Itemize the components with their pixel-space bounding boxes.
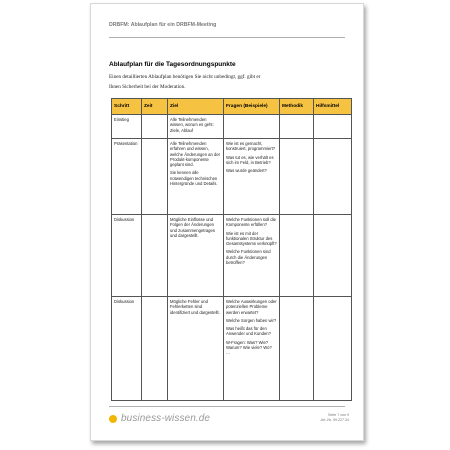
table-row bbox=[112, 297, 352, 401]
cell-zeit bbox=[142, 297, 168, 401]
cell-ziel bbox=[168, 139, 224, 215]
intro-line: Einen detaillierten Ablaufplan benötigen Sie nicht unbedingt, ggf. gibt er bbox=[109, 74, 261, 80]
cell-zeit bbox=[142, 215, 168, 297]
cell-schritt: Präsentation bbox=[112, 139, 142, 215]
cell-schritt: Diskussion bbox=[112, 215, 142, 297]
document-header: DRBFM: Ablaufplan für ein DRBFM-Meeting bbox=[109, 22, 217, 28]
column-header-ziel: Ziel bbox=[168, 99, 224, 115]
cell-hilfsmittel bbox=[314, 115, 352, 139]
cell-methodik bbox=[280, 115, 314, 139]
frage-text: Was tut es, wie verhält es sich im Feld, in Betrieb? bbox=[226, 154, 274, 165]
cell-zeit bbox=[142, 115, 168, 139]
intro-line: Ihnen Sicherheit bei der Moderation. bbox=[109, 83, 186, 90]
ziel-text: Alle Teilnehmenden wissen, worum es geht: Ziele, Ablauf bbox=[170, 117, 214, 133]
table-header-row bbox=[112, 99, 352, 115]
cell-methodik bbox=[280, 215, 314, 297]
frage-text: Was wurde geändert? bbox=[226, 168, 267, 174]
cell-ziel bbox=[168, 297, 224, 401]
page-number: Seite 7 von 9 bbox=[328, 413, 349, 417]
cell-fragen bbox=[224, 215, 280, 297]
frage-text: Welche Funktionen soll die Komponente erfüllen? bbox=[226, 217, 276, 228]
cell-hilfsmittel bbox=[314, 215, 352, 297]
frage-text: W-Fragen: Was? Wie? Warum? Wie viele? Wo? … bbox=[226, 339, 272, 356]
logo-text: business-wissen.de bbox=[121, 413, 211, 424]
column-header-methodik: Methodik bbox=[280, 99, 314, 115]
frage-text: Welche Funktionen sind durch die Änderungen betroffen? bbox=[226, 249, 271, 266]
logo-dot-icon bbox=[109, 415, 117, 423]
article-number: Art.-Nr. 99.227.34 bbox=[320, 418, 349, 422]
table-row bbox=[112, 215, 352, 297]
cell-ziel bbox=[168, 115, 224, 139]
ziel-text: Mögliche Einflüsse und Folgen der Änderungen und zusammengetragen und dargestellt. bbox=[170, 217, 216, 238]
business-wissen-logo bbox=[109, 413, 210, 424]
plan-table bbox=[111, 98, 352, 401]
cell-schritt: Diskussion bbox=[112, 297, 142, 401]
frage-text: Wie ist es mit der funktionalen Struktur des Gesamtsystems verknüpft? bbox=[226, 230, 277, 247]
cell-hilfsmittel bbox=[314, 139, 352, 215]
frage-text: Welche Auswirkungen oder potenziellen Probleme werden erwartet? bbox=[226, 299, 277, 315]
cell-methodik bbox=[280, 297, 314, 401]
section-title: Ablaufplan für die Tagesordnungspunkte bbox=[109, 61, 236, 68]
table-row bbox=[112, 115, 352, 139]
ziel-text: Sie kennen alle notwendigen technischen Hintergründe und Details. bbox=[170, 170, 218, 187]
frage-text: Was heißt das für den Anwender und Kunden? bbox=[226, 326, 271, 337]
cell-fragen bbox=[224, 115, 280, 139]
footer-divider bbox=[109, 406, 345, 407]
page-meta bbox=[321, 413, 349, 423]
column-header-hilfsmittel: Hilfsmittel bbox=[314, 99, 352, 115]
frage-text: Wie ist es gemacht, konstruiert, programmiert? bbox=[226, 141, 276, 152]
intro-text bbox=[109, 73, 319, 92]
ziel-text: Alle Teilnehmenden erfahren und wissen, welche Änderungen an der Produkt-komponente geplant sind. bbox=[170, 141, 221, 168]
table-row bbox=[112, 139, 352, 215]
column-header-zeit: Zeit bbox=[142, 99, 168, 115]
header-divider bbox=[109, 37, 345, 38]
column-header-schritt: Schritt bbox=[112, 99, 142, 115]
cell-zeit bbox=[142, 139, 168, 215]
ziel-text: Mögliche Fehler und Fehlerketten sind identifiziert und dargestellt. bbox=[170, 299, 220, 315]
document-page bbox=[90, 3, 364, 441]
cell-hilfsmittel bbox=[314, 297, 352, 401]
frage-text: Welche Sorgen haben wir? bbox=[226, 317, 277, 323]
column-header-fragen: Fragen (Beispiele) bbox=[224, 99, 280, 115]
cell-methodik bbox=[280, 139, 314, 215]
cell-schritt: Einstieg bbox=[112, 115, 142, 139]
cell-ziel bbox=[168, 215, 224, 297]
cell-fragen bbox=[224, 297, 280, 401]
cell-fragen bbox=[224, 139, 280, 215]
